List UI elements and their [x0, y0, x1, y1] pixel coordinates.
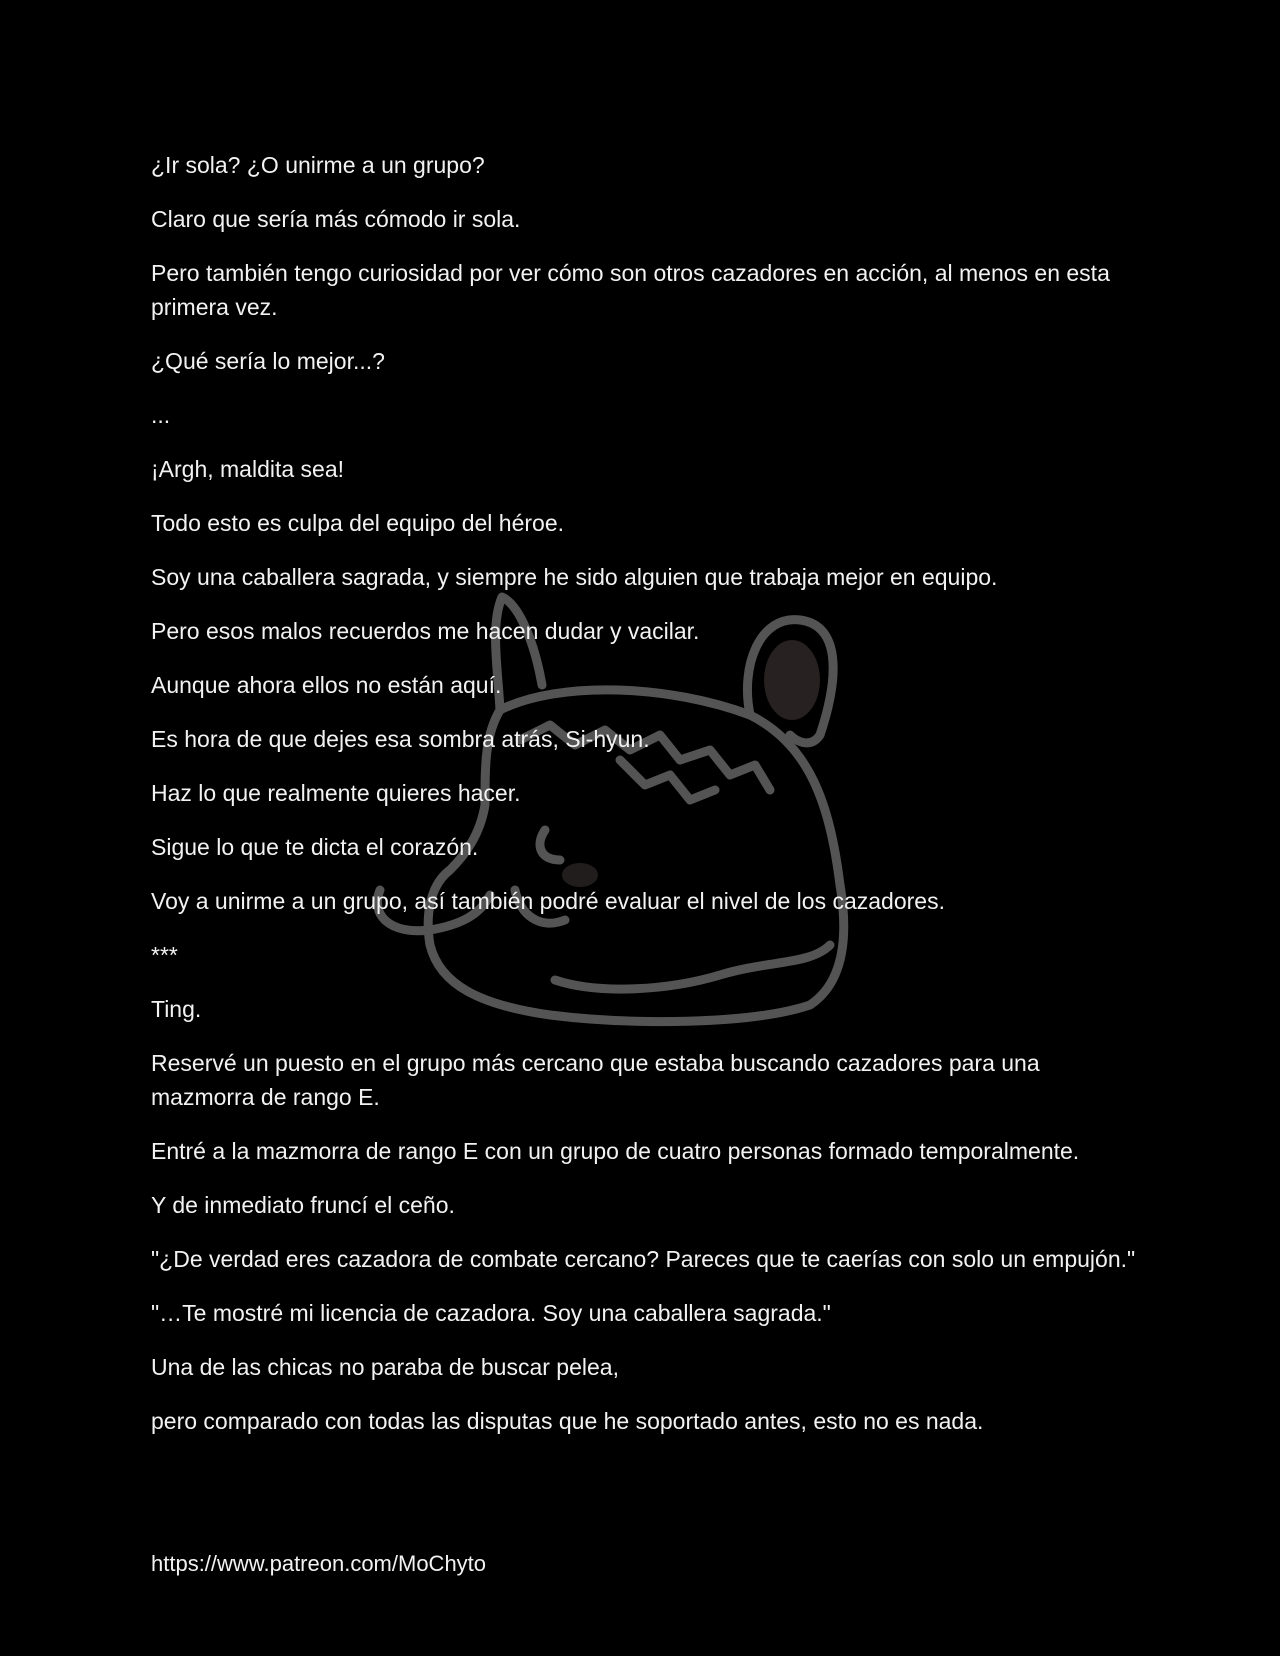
paragraph: Voy a unirme a un grupo, así también podré evaluar el nivel de los cazadores. — [151, 888, 945, 914]
paragraph: "…Te mostré mi licencia de cazadora. Soy una caballera sagrada." — [151, 1300, 831, 1326]
paragraph: Y de inmediato fruncí el ceño. — [151, 1192, 455, 1218]
paragraph: pero comparado con todas las disputas que he soportado antes, esto no es nada. — [151, 1408, 984, 1434]
paragraph: Haz lo que realmente quieres hacer. — [151, 780, 521, 806]
story-text — [151, 148, 1141, 1458]
paragraph: Sigue lo que te dicta el corazón. — [151, 834, 479, 860]
paragraph: Claro que sería más cómodo ir sola. — [151, 206, 521, 232]
patreon-link[interactable]: https://www.patreon.com/MoChyto — [151, 1551, 487, 1576]
paragraph: ¿Ir sola? ¿O unirme a un grupo? — [151, 152, 485, 178]
paragraph: ¿Qué sería lo mejor...? — [151, 348, 385, 374]
paragraph: Una de las chicas no paraba de buscar pelea, — [151, 1354, 619, 1380]
paragraph: Soy una caballera sagrada, y siempre he sido alguien que trabaja mejor en equipo. — [151, 564, 998, 590]
paragraph: Ting. — [151, 996, 202, 1022]
paragraph: ... — [151, 402, 171, 428]
paragraph: Todo esto es culpa del equipo del héroe. — [151, 510, 565, 536]
paragraph: Aunque ahora ellos no están aquí. — [151, 672, 502, 698]
paragraph: ¡Argh, maldita sea! — [151, 456, 345, 482]
paragraph: Entré a la mazmorra de rango E con un grupo de cuatro personas formado temporalmente. — [151, 1138, 1080, 1164]
scene-break: *** — [151, 942, 178, 968]
paragraph: "¿De verdad eres cazadora de combate cercano? Pareces que te caerías con solo un empujón." — [151, 1246, 1136, 1272]
paragraph: Pero esos malos recuerdos me hacen dudar y vacilar. — [151, 618, 700, 644]
paragraph: Reservé un puesto en el grupo más cercano que estaba buscando cazadores para una mazmorra de rango E. — [151, 1050, 1040, 1110]
paragraph: Es hora de que dejes esa sombra atrás, Si-hyun. — [151, 726, 650, 752]
paragraph: Pero también tengo curiosidad por ver cómo son otros cazadores en acción, al menos en esta primera vez. — [151, 260, 1110, 320]
